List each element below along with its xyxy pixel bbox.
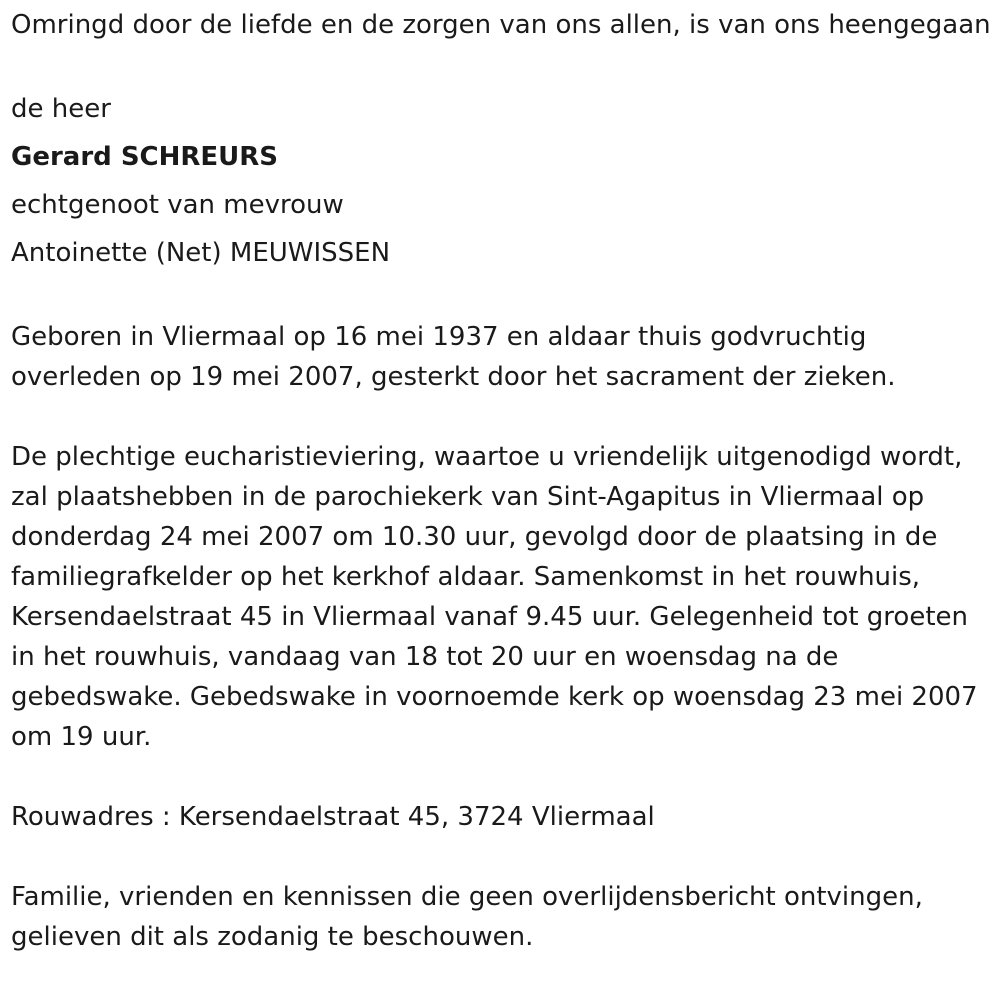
spouse-intro: echtgenoot van mevrouw (11, 190, 344, 220)
birth-death-text: Geboren in Vliermaal op 16 mei 1937 en aldaar thuis godvruchtig overleden op 19 mei 2007, gesterkt door het sacrament der zieken. (11, 322, 896, 392)
death-notice (11, 5, 991, 957)
mourning-address: Rouwadres : Kersendaelstraat 45, 3724 Vliermaal (11, 802, 655, 832)
closing-text: Familie, vrienden en kennissen die geen overlijdensbericht ontvingen, gelieven dit als zodanig te beschouwen. (11, 882, 923, 952)
ceremony-text: De plechtige eucharistieviering, waartoe u vriendelijk uitgenodigd wordt, zal plaatshebben in de parochiekerk van Sint-Agapitus in Vliermaal op donderdag 24 mei 2007 om 10.30 uur, gevolgd door de plaatsing in de familiegrafkelder op het kerkhof aldaar. Samenkomst in het rouwhuis, Kersendaelstraat 45 in Vliermaal vanaf 9.45 uur. Gelegenheid tot groeten in het rouwhuis, vandaag van 18 tot 20 uur en woensdag na de gebedswake. Gebedswake in voornoemde kerk op woensdag 23 mei 2007 om 19 uur. (11, 442, 978, 752)
deceased-name: Gerard SCHREURS (11, 142, 279, 172)
salutation: de heer (11, 94, 111, 124)
spouse-name: Antoinette (Net) MEUWISSEN (11, 238, 391, 268)
intro-text: Omringd door de liefde en de zorgen van ons allen, is van ons heengegaan (11, 10, 991, 40)
